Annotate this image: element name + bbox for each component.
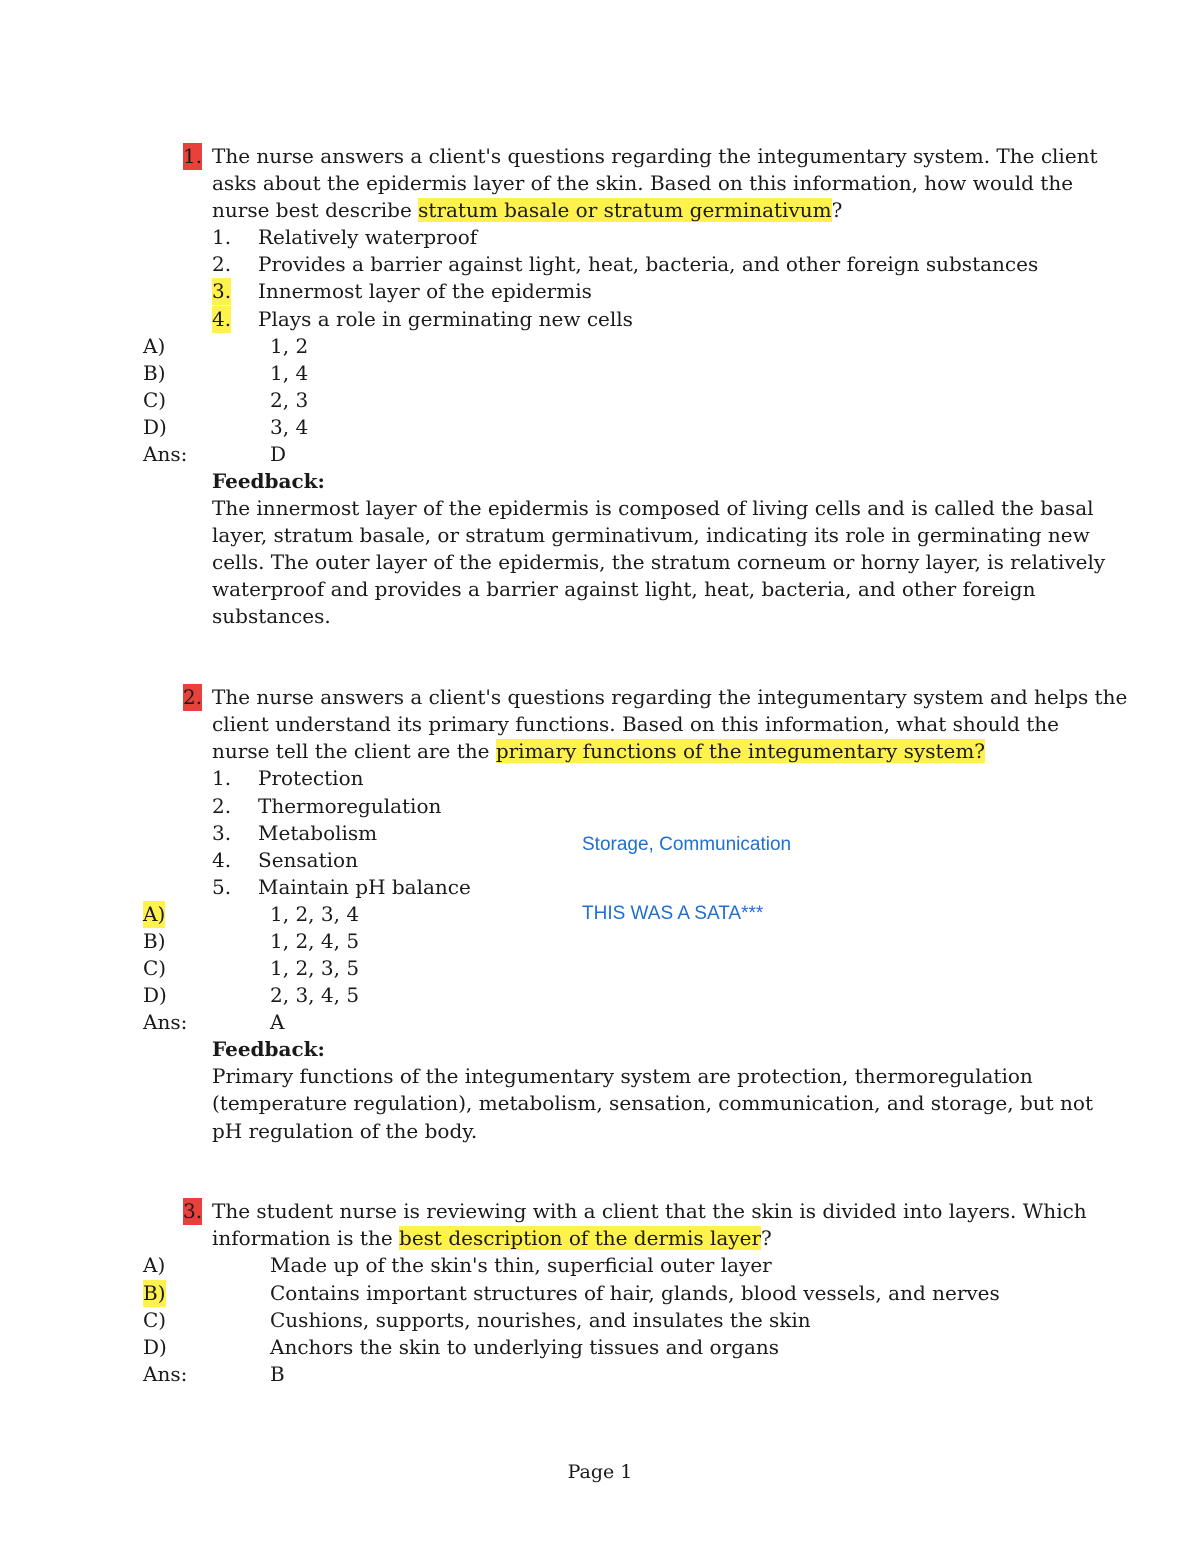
q1-option-text: 1, 2	[270, 334, 309, 358]
q2-item-number: 3.	[212, 821, 232, 845]
q3-option-text: Cushions, supports, nourishes, and insulates the skin	[270, 1308, 811, 1332]
q1-option-text: 3, 4	[270, 415, 309, 439]
q2-answer-label: Ans:	[143, 1010, 188, 1034]
q3-stem-text: information is the	[212, 1226, 400, 1250]
q2-option-letter: A)	[143, 902, 166, 926]
q1-item-number: 2.	[212, 252, 232, 276]
q2-item-text: Metabolism	[258, 821, 378, 845]
q3-option-letter: B)	[143, 1281, 166, 1305]
q3-stem-line: The student nurse is reviewing with a client that the skin is divided into layers. Which	[212, 1199, 1087, 1223]
q2-stem-line: client understand its primary functions. Based on this information, what should the	[212, 712, 1059, 736]
q2-option-text: 1, 2, 4, 5	[270, 929, 360, 953]
q2-option-letter: B)	[143, 929, 166, 953]
q1-option-letter: D)	[143, 415, 167, 439]
q2-option-text: 1, 2, 3, 4	[270, 902, 360, 926]
q3-option-text: Made up of the skin's thin, superficial outer layer	[270, 1253, 772, 1277]
q2-item-text: Maintain pH balance	[258, 875, 471, 899]
q1-feedback-line: The innermost layer of the epidermis is composed of living cells and is called the basal	[212, 496, 1094, 520]
q1-answer-label: Ans:	[143, 442, 188, 466]
q3-option-letter: D)	[143, 1335, 167, 1359]
q1-highlighted-phrase: stratum basale or stratum germinativum	[418, 198, 832, 222]
q2-option-letter: C)	[143, 956, 167, 980]
q2-item-number: 1.	[212, 766, 232, 790]
q2-feedback-line: Primary functions of the integumentary system are protection, thermoregulation	[212, 1064, 1033, 1088]
q1-answer-value: D	[270, 442, 287, 466]
q1-option-text: 2, 3	[270, 388, 309, 412]
q1-feedback-line: substances.	[212, 604, 331, 628]
q3-option-letter: C)	[143, 1308, 167, 1332]
q2-item-number: 5.	[212, 875, 232, 899]
q2-option-text: 2, 3, 4, 5	[270, 983, 360, 1007]
q2-stem-line	[212, 738, 985, 765]
q1-stem-line: asks about the epidermis layer of the skin. Based on this information, how would the	[212, 171, 1074, 195]
q1-stem-text: ?	[831, 198, 843, 222]
q3-option-letter: A)	[143, 1253, 166, 1277]
q3-stem-line	[212, 1225, 772, 1252]
q1-feedback-label: Feedback:	[212, 469, 325, 493]
q1-feedback-line: layer, stratum basale, or stratum germinativum, indicating its role in germinating new	[212, 523, 1090, 547]
q3-option-text: Anchors the skin to underlying tissues and organs	[270, 1335, 780, 1359]
q2-option-letter: D)	[143, 983, 167, 1007]
q1-item-number: 3.	[212, 279, 232, 303]
q1-stem-text: nurse best describe	[212, 198, 419, 222]
q2-number: 2.	[183, 685, 203, 709]
q2-annotation-note: THIS WAS A SATA***	[582, 903, 764, 924]
q2-item-text: Thermoregulation	[258, 794, 442, 818]
q2-item-text: Protection	[258, 766, 364, 790]
q3-option-text: Contains important structures of hair, glands, blood vessels, and nerves	[270, 1281, 1000, 1305]
q2-feedback-label: Feedback:	[212, 1037, 325, 1061]
q3-answer-value: B	[270, 1362, 285, 1386]
q2-stem-text: nurse tell the client are the	[212, 739, 496, 763]
q1-item-text: Innermost layer of the epidermis	[258, 279, 592, 303]
q2-annotation-note: Storage, Communication	[582, 834, 792, 855]
q2-feedback-line: (temperature regulation), metabolism, sensation, communication, and storage, but not	[212, 1091, 1093, 1115]
q2-option-text: 1, 2, 3, 5	[270, 956, 360, 980]
q3-stem-text: ?	[761, 1226, 772, 1250]
q3-highlighted-phrase: best description of the dermis layer	[399, 1226, 761, 1250]
q1-item-text: Plays a role in germinating new cells	[258, 307, 633, 331]
q3-answer-label: Ans:	[143, 1362, 188, 1386]
page-number: Page 1	[567, 1461, 633, 1483]
q2-item-number: 2.	[212, 794, 232, 818]
q2-highlighted-phrase: primary functions of the integumentary system?	[495, 739, 986, 763]
q2-item-text: Sensation	[258, 848, 358, 872]
q1-option-letter: A)	[143, 334, 166, 358]
q1-item-number: 4.	[212, 307, 232, 331]
q2-feedback-line: pH regulation of the body.	[212, 1119, 478, 1143]
q1-feedback-line: waterproof and provides a barrier against light, heat, bacteria, and other foreign	[212, 577, 1036, 601]
q1-option-letter: C)	[143, 388, 167, 412]
q2-item-number: 4.	[212, 848, 232, 872]
q1-item-text: Relatively waterproof	[258, 225, 478, 249]
q1-number: 1.	[183, 144, 203, 168]
q2-stem-line: The nurse answers a client's questions regarding the integumentary system and helps the	[212, 685, 1128, 709]
q1-item-number: 1.	[212, 225, 232, 249]
q1-option-letter: B)	[143, 361, 166, 385]
q1-stem-line	[212, 197, 842, 224]
q2-answer-value: A	[270, 1010, 285, 1034]
q1-stem-line: The nurse answers a client's questions regarding the integumentary system. The client	[212, 144, 1098, 168]
q1-item-text: Provides a barrier against light, heat, bacteria, and other foreign substances	[258, 252, 1039, 276]
q1-feedback-line: cells. The outer layer of the epidermis, the stratum corneum or horny layer, is relatively	[212, 550, 1106, 574]
q3-number: 3.	[183, 1199, 203, 1223]
q1-option-text: 1, 4	[270, 361, 309, 385]
